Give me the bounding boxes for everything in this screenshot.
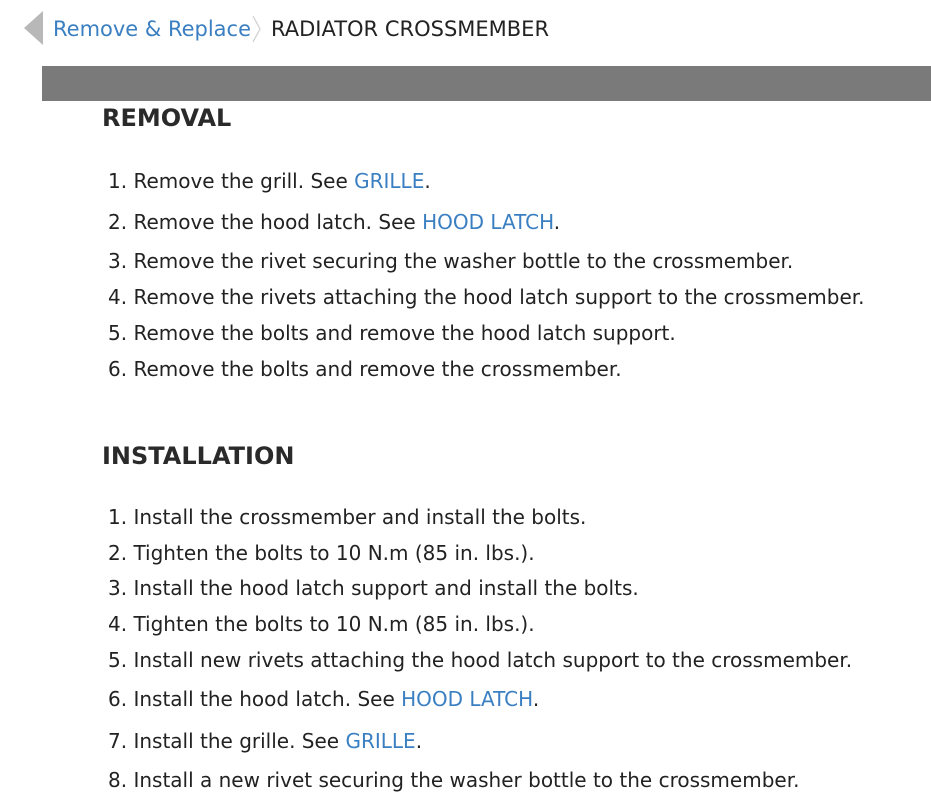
hood-latch-link[interactable]: HOOD LATCH [401,687,533,711]
removal-step-5: 5. Remove the bolts and remove the hood latch support. [108,321,676,345]
installation-step-1: 1. Install the crossmember and install the bolts. [108,505,587,529]
breadcrumb [0,0,931,58]
installation-step-3: 3. Install the hood latch support and install the bolts. [108,576,639,600]
section-header-bar [42,66,931,101]
removal-step-3: 3. Remove the rivet securing the washer bottle to the crossmember. [108,249,794,273]
breadcrumb-current: RADIATOR CROSSMEMBER [271,17,550,41]
removal-step-4: 4. Remove the rivets attaching the hood latch support to the crossmember. [108,285,865,309]
removal-step-2: 2. Remove the hood latch. See HOOD LATCH. [108,210,561,234]
chevron-right-icon [252,15,261,43]
installation-step-5: 5. Install new rivets attaching the hood latch support to the crossmember. [108,648,853,672]
installation-heading: INSTALLATION [102,442,295,470]
installation-step-6: 6. Install the hood latch. See HOOD LATCH. [108,687,540,711]
grille-link[interactable]: GRILLE [354,169,425,193]
removal-step-1: 1. Remove the grill. See GRILLE. [108,169,431,193]
grille-link[interactable]: GRILLE [345,729,416,753]
back-arrow-icon[interactable] [24,11,43,45]
hood-latch-link[interactable]: HOOD LATCH [422,210,554,234]
removal-heading: REMOVAL [102,104,232,132]
installation-step-7: 7. Install the grille. See GRILLE. [108,729,423,753]
installation-step-4: 4. Tighten the bolts to 10 N.m (85 in. lbs.). [108,612,535,636]
breadcrumb-link-remove-replace[interactable]: Remove & Replace [53,17,252,41]
removal-step-6: 6. Remove the bolts and remove the crossmember. [108,357,622,381]
installation-step-8: 8. Install a new rivet securing the washer bottle to the crossmember. [108,768,800,792]
installation-step-2: 2. Tighten the bolts to 10 N.m (85 in. lbs.). [108,541,535,565]
